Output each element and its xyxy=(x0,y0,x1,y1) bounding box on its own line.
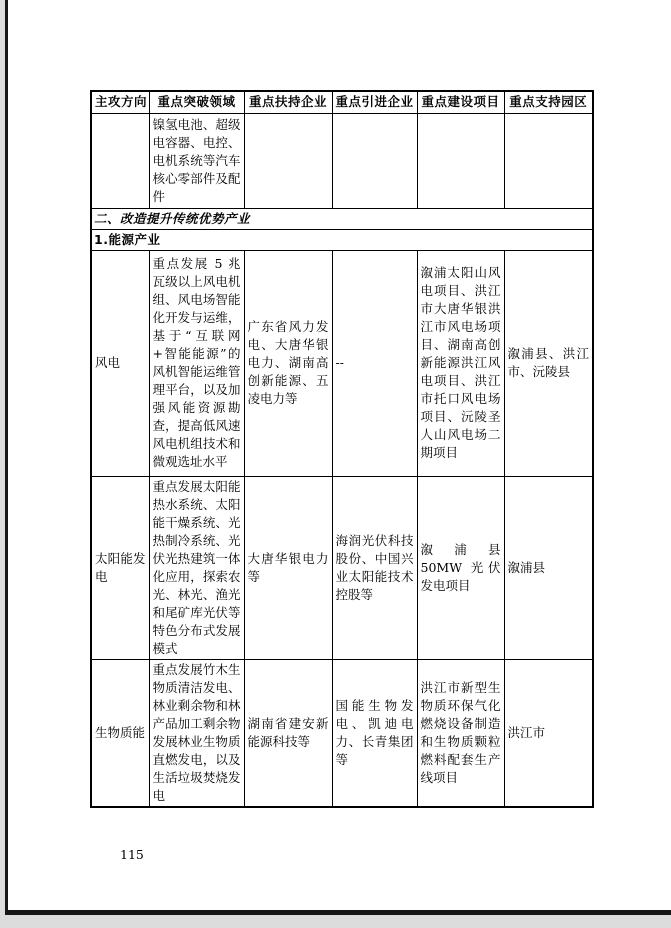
detail-cell: 溆浦太阳山风电项目、洪江市大唐华银洪江市风电场项目、湖南高创新能源洪江风电项目、洪江市托口风电场项目、沅陵圣人山风电场二期项目 xyxy=(417,250,504,476)
detail-cell: 重点发展竹木生物质清洁发电、林业剩余物和林产品加工剩余物发展林业生物质直燃发电，以及生活垃圾焚烧发电 xyxy=(149,659,244,807)
page-number: 115 xyxy=(120,847,144,862)
detail-cell xyxy=(417,113,504,208)
column-header: 重点突破领域 xyxy=(149,91,244,113)
detail-cell: 溆浦县 50MW 光伏发电项目 xyxy=(417,476,504,659)
detail-cell: 广东省风力发电、大唐华银电力、湖南高创新能源、五凌电力等 xyxy=(244,250,332,476)
column-header: 重点扶持企业 xyxy=(244,91,332,113)
detail-cell xyxy=(332,113,417,208)
table-header-row xyxy=(91,91,593,113)
detail-cell xyxy=(244,113,332,208)
direction-cell: 太阳能发电 xyxy=(91,476,149,659)
section-label: 1.能源产业 xyxy=(91,229,593,250)
detail-cell: 洪江市新型生物质环保气化燃烧设备制造和生物质颗粒燃料配套生产线项目 xyxy=(417,659,504,807)
detail-cell: 重点发展太阳能热水系统、太阳能干燥系统、光热制冷系统、光伏光热建筑一体化应用，探索农光、林光、渔光和尾矿库光伏等特色分布式发展模式 xyxy=(149,476,244,659)
column-header: 重点引进企业 xyxy=(332,91,417,113)
column-header: 主攻方向 xyxy=(91,91,149,113)
detail-cell: 溆浦县 xyxy=(504,476,593,659)
detail-cell: 镍氢电池、超级电容器、电控、电机系统等汽车核心零部件及配件 xyxy=(149,113,244,208)
column-header: 重点建设项目 xyxy=(417,91,504,113)
table-row xyxy=(91,659,593,807)
detail-cell: 重点发展 5 兆瓦级以上风电机组、风电场智能化开发与运维，基于“互联网+智能能源”的风机智能运维管理平台，以及加强风能资源勘查，提高低风速风电机组技术和微观选址水平 xyxy=(149,250,244,476)
direction-cell xyxy=(91,113,149,208)
detail-cell: 国能生物发电、凯迪电力、长青集团等 xyxy=(332,659,417,807)
section-row xyxy=(91,208,593,229)
section-row xyxy=(91,229,593,250)
detail-cell: 大唐华银电力等 xyxy=(244,476,332,659)
document-page xyxy=(5,0,671,915)
detail-cell: 海润光伏科技股份、中国兴业太阳能技术控股等 xyxy=(332,476,417,659)
direction-cell: 风电 xyxy=(91,250,149,476)
detail-cell: -- xyxy=(332,250,417,476)
table-row xyxy=(91,250,593,476)
detail-cell: 湖南省建安新能源科技等 xyxy=(244,659,332,807)
detail-cell: 洪江市 xyxy=(504,659,593,807)
table-row xyxy=(91,476,593,659)
section-label: 二、改造提升传统优势产业 xyxy=(91,208,593,229)
detail-cell: 溆浦县、洪江市、沅陵县 xyxy=(504,250,593,476)
industry-table xyxy=(90,90,594,808)
table-row xyxy=(91,113,593,208)
column-header: 重点支持园区 xyxy=(504,91,593,113)
detail-cell xyxy=(504,113,593,208)
direction-cell: 生物质能 xyxy=(91,659,149,807)
table-body xyxy=(91,113,593,807)
